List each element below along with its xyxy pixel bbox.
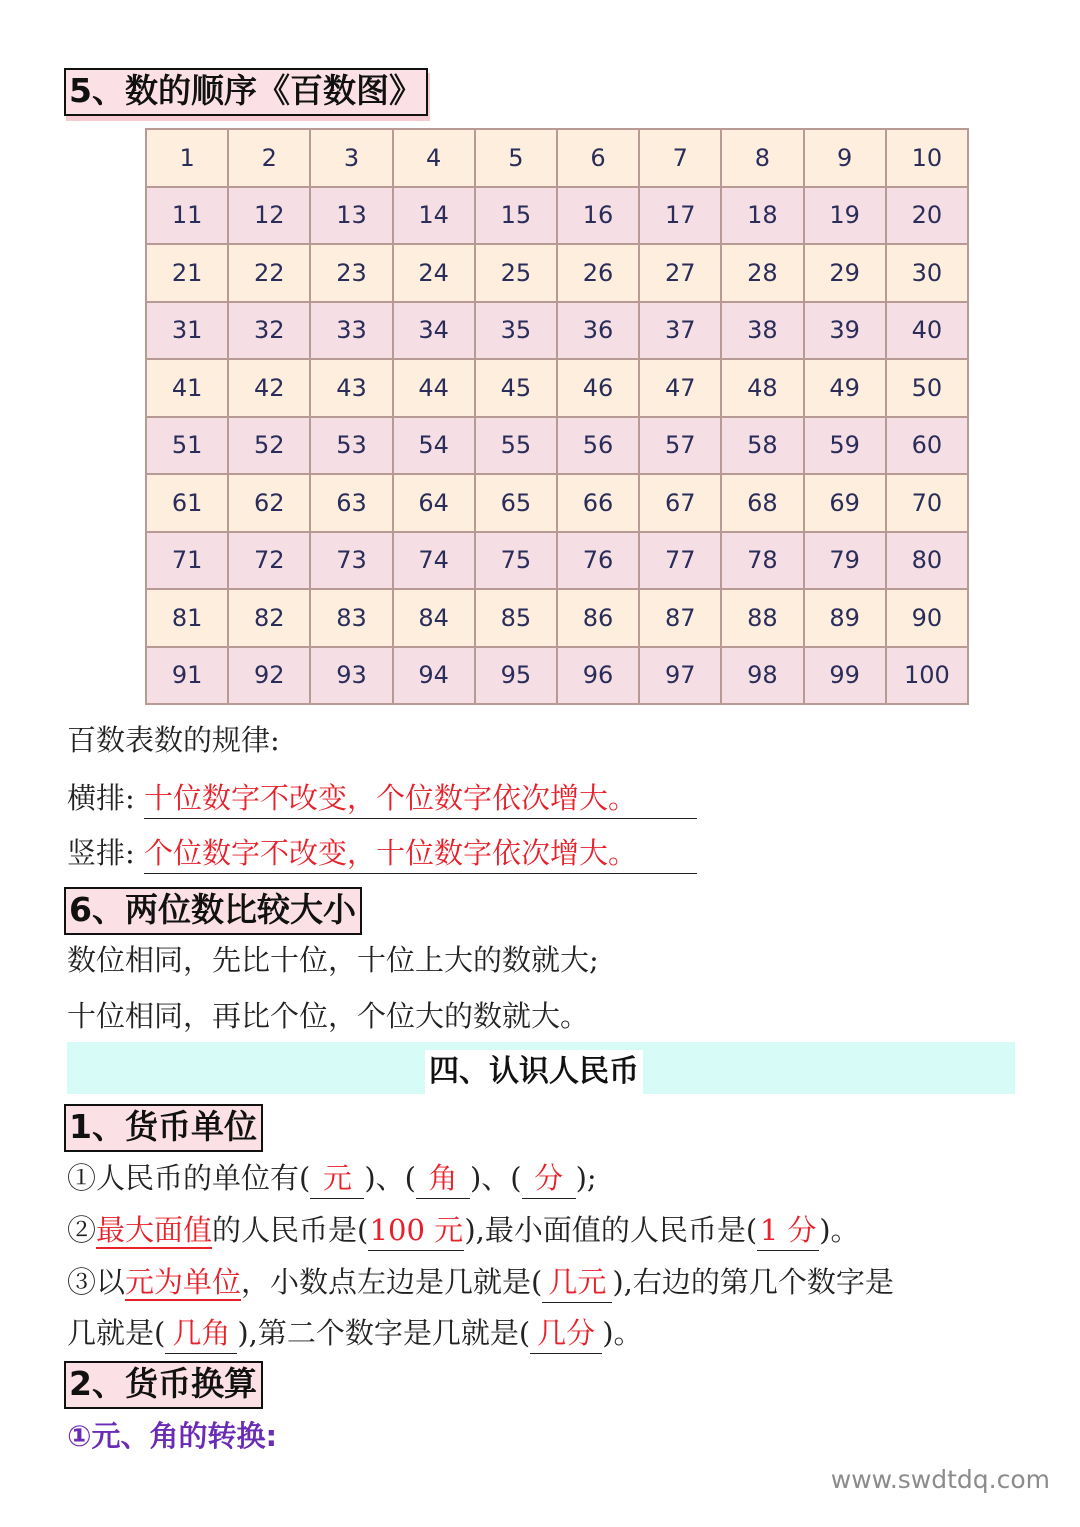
hundred-chart-cell: 19 [804,187,886,245]
row-rule-answer: 十位数字不改变，个位数字依次增大。 [144,781,638,815]
q2-mid-2: ),最小面值的人民币是( [464,1213,758,1247]
q2-mid-1: 的人民币是( [212,1213,369,1247]
q2-answer-max: 100 元 [368,1210,464,1251]
hundred-chart-cell: 92 [228,647,310,705]
hundred-chart-cell: 2 [228,129,310,187]
hundred-chart-cell: 53 [310,417,392,475]
hundred-chart-cell: 25 [475,244,557,302]
hundred-chart-cell: 7 [639,129,721,187]
hundred-chart-row [146,647,968,705]
q1-suffix: ); [575,1161,597,1195]
q1-answer-jiao: 角 [416,1158,470,1199]
hundred-chart-cell: 64 [393,474,475,532]
col-rule-answer-blank [144,833,697,874]
hundred-chart-cell: 28 [721,244,803,302]
hundred-chart-cell: 73 [310,532,392,590]
q1-answer-fen: 分 [522,1158,576,1199]
hundred-chart-cell: 14 [393,187,475,245]
q2-suffix: )。 [819,1213,860,1247]
hundred-chart-row [146,359,968,417]
hundred-chart-cell: 42 [228,359,310,417]
q3-mid-3: ),第二个数字是几就是( [237,1316,531,1350]
hundred-chart-cell: 74 [393,532,475,590]
hundred-chart-cell: 48 [721,359,803,417]
hundred-chart-cell: 85 [475,589,557,647]
hundred-chart-cell: 82 [228,589,310,647]
rules-heading: 百数表数的规律: [67,723,280,757]
hundred-chart-cell: 31 [146,302,228,360]
q3-answer-jiao: 几角 [165,1313,237,1354]
hundred-chart-cell: 47 [639,359,721,417]
hundred-chart-cell: 26 [557,244,639,302]
hundred-chart-cell: 97 [639,647,721,705]
hundred-chart-row [146,129,968,187]
q1-answer-yuan: 元 [310,1158,364,1199]
hundred-chart-row [146,532,968,590]
hundred-chart-cell: 62 [228,474,310,532]
hundred-chart-cell: 23 [310,244,392,302]
q3-suffix: )。 [602,1316,643,1350]
hundred-chart-cell: 93 [310,647,392,705]
hundred-chart-cell: 35 [475,302,557,360]
q2-answer-min: 1 分 [757,1210,819,1251]
q3-highlight: 元为单位 [125,1265,242,1299]
compare-rule-1: 数位相同，先比十位，十位上大的数就大; [67,943,599,977]
hundred-chart-cell: 38 [721,302,803,360]
hundred-chart-cell: 50 [886,359,968,417]
row-rule-line [67,778,697,819]
unit-question-1 [67,1158,597,1199]
hundred-chart-cell: 71 [146,532,228,590]
q3-line2-prefix: 几就是( [67,1316,166,1350]
col-rule-line [67,833,697,874]
unit-question-3-line-2 [67,1313,643,1354]
hundred-chart-cell: 96 [557,647,639,705]
hundred-chart-cell: 16 [557,187,639,245]
unit-question-3-line-1 [67,1262,894,1303]
hundred-chart-cell: 100 [886,647,968,705]
compare-rule-2: 十位相同，再比个位，个位大的数就大。 [67,999,590,1033]
hundred-chart-cell: 89 [804,589,886,647]
hundred-chart-cell: 98 [721,647,803,705]
hundred-chart-cell: 8 [721,129,803,187]
hundred-chart-cell: 95 [475,647,557,705]
hundred-chart-cell: 57 [639,417,721,475]
yuan-jiao-conversion-heading: ①元、角的转换: [67,1419,278,1453]
hundred-chart-row [146,589,968,647]
col-rule-label: 竖排: [67,836,135,870]
unit-question-2 [67,1210,860,1251]
hundred-chart-cell: 40 [886,302,968,360]
hundred-chart-cell: 52 [228,417,310,475]
section-6-title: 6、两位数比较大小 [64,887,362,935]
hundred-chart-cell: 9 [804,129,886,187]
hundred-chart-cell: 44 [393,359,475,417]
hundred-chart-row [146,302,968,360]
hundred-chart-row [146,474,968,532]
section-5-title: 5、数的顺序《百数图》 [64,68,428,116]
hundred-chart-table [145,128,969,705]
hundred-chart-cell: 76 [557,532,639,590]
row-rule-answer-blank [144,778,697,819]
chapter-4-title: 四、认识人民币 [425,1050,643,1094]
hundred-chart-cell: 59 [804,417,886,475]
q1-sep-1: )、( [364,1161,416,1195]
hundred-chart-cell: 30 [886,244,968,302]
hundred-chart-cell: 86 [557,589,639,647]
q3-answer-yuan: 几元 [542,1262,612,1303]
hundred-chart-cell: 24 [393,244,475,302]
row-rule-label: 横排: [67,781,135,815]
q2-highlight: 最大面值 [96,1213,213,1247]
hundred-chart-cell: 15 [475,187,557,245]
hundred-chart-cell: 13 [310,187,392,245]
hundred-chart-cell: 12 [228,187,310,245]
hundred-chart-cell: 63 [310,474,392,532]
hundred-chart-cell: 17 [639,187,721,245]
hundred-chart-cell: 60 [886,417,968,475]
hundred-chart-cell: 67 [639,474,721,532]
hundred-chart-cell: 56 [557,417,639,475]
hundred-chart-cell: 83 [310,589,392,647]
hundred-chart-cell: 54 [393,417,475,475]
hundred-chart-row [146,187,968,245]
hundred-chart-cell: 1 [146,129,228,187]
hundred-chart-cell: 49 [804,359,886,417]
watermark: www.swdtdq.com [830,1465,1050,1494]
hundred-chart-cell: 36 [557,302,639,360]
hundred-chart-cell: 68 [721,474,803,532]
q3-prefix: ③以 [67,1265,126,1299]
hundred-chart-cell: 20 [886,187,968,245]
q1-prefix: ①人民币的单位有( [67,1161,311,1195]
currency-exchange-title: 2、货币换算 [64,1361,263,1409]
hundred-chart-cell: 45 [475,359,557,417]
hundred-chart-cell: 41 [146,359,228,417]
hundred-chart-cell: 11 [146,187,228,245]
hundred-chart-cell: 66 [557,474,639,532]
hundred-chart-cell: 37 [639,302,721,360]
hundred-chart-cell: 72 [228,532,310,590]
hundred-chart-cell: 65 [475,474,557,532]
hundred-chart-cell: 81 [146,589,228,647]
q3-mid-2: ),右边的第几个数字是 [612,1265,894,1299]
hundred-chart-cell: 22 [228,244,310,302]
q3-mid-1: ，小数点左边是几就是( [241,1265,543,1299]
hundred-chart-cell: 27 [639,244,721,302]
hundred-chart-cell: 33 [310,302,392,360]
q3-answer-fen: 几分 [530,1313,602,1354]
hundred-chart-cell: 32 [228,302,310,360]
hundred-chart-cell: 58 [721,417,803,475]
q1-sep-2: )、( [469,1161,522,1195]
hundred-chart-row [146,244,968,302]
hundred-chart-cell: 88 [721,589,803,647]
hundred-chart-cell: 46 [557,359,639,417]
hundred-chart-cell: 10 [886,129,968,187]
hundred-chart-cell: 77 [639,532,721,590]
hundred-chart-cell: 4 [393,129,475,187]
q2-prefix: ② [67,1213,97,1247]
hundred-chart-cell: 84 [393,589,475,647]
hundred-chart-cell: 94 [393,647,475,705]
hundred-chart-cell: 87 [639,589,721,647]
currency-unit-title: 1、货币单位 [64,1104,263,1152]
hundred-chart-cell: 34 [393,302,475,360]
hundred-chart-cell: 43 [310,359,392,417]
hundred-chart-cell: 99 [804,647,886,705]
hundred-chart-cell: 80 [886,532,968,590]
hundred-chart-cell: 79 [804,532,886,590]
hundred-chart-cell: 39 [804,302,886,360]
hundred-chart-cell: 29 [804,244,886,302]
hundred-chart-cell: 6 [557,129,639,187]
hundred-chart-cell: 21 [146,244,228,302]
hundred-chart-row [146,417,968,475]
hundred-chart-cell: 75 [475,532,557,590]
hundred-chart-cell: 51 [146,417,228,475]
hundred-chart-cell: 61 [146,474,228,532]
hundred-chart-cell: 91 [146,647,228,705]
hundred-chart-cell: 70 [886,474,968,532]
hundred-chart-cell: 18 [721,187,803,245]
hundred-chart-cell: 55 [475,417,557,475]
hundred-chart-cell: 78 [721,532,803,590]
col-rule-answer: 个位数字不改变，十位数字依次增大。 [144,836,638,870]
hundred-chart-cell: 3 [310,129,392,187]
hundred-chart-cell: 5 [475,129,557,187]
hundred-chart-cell: 69 [804,474,886,532]
hundred-chart-cell: 90 [886,589,968,647]
